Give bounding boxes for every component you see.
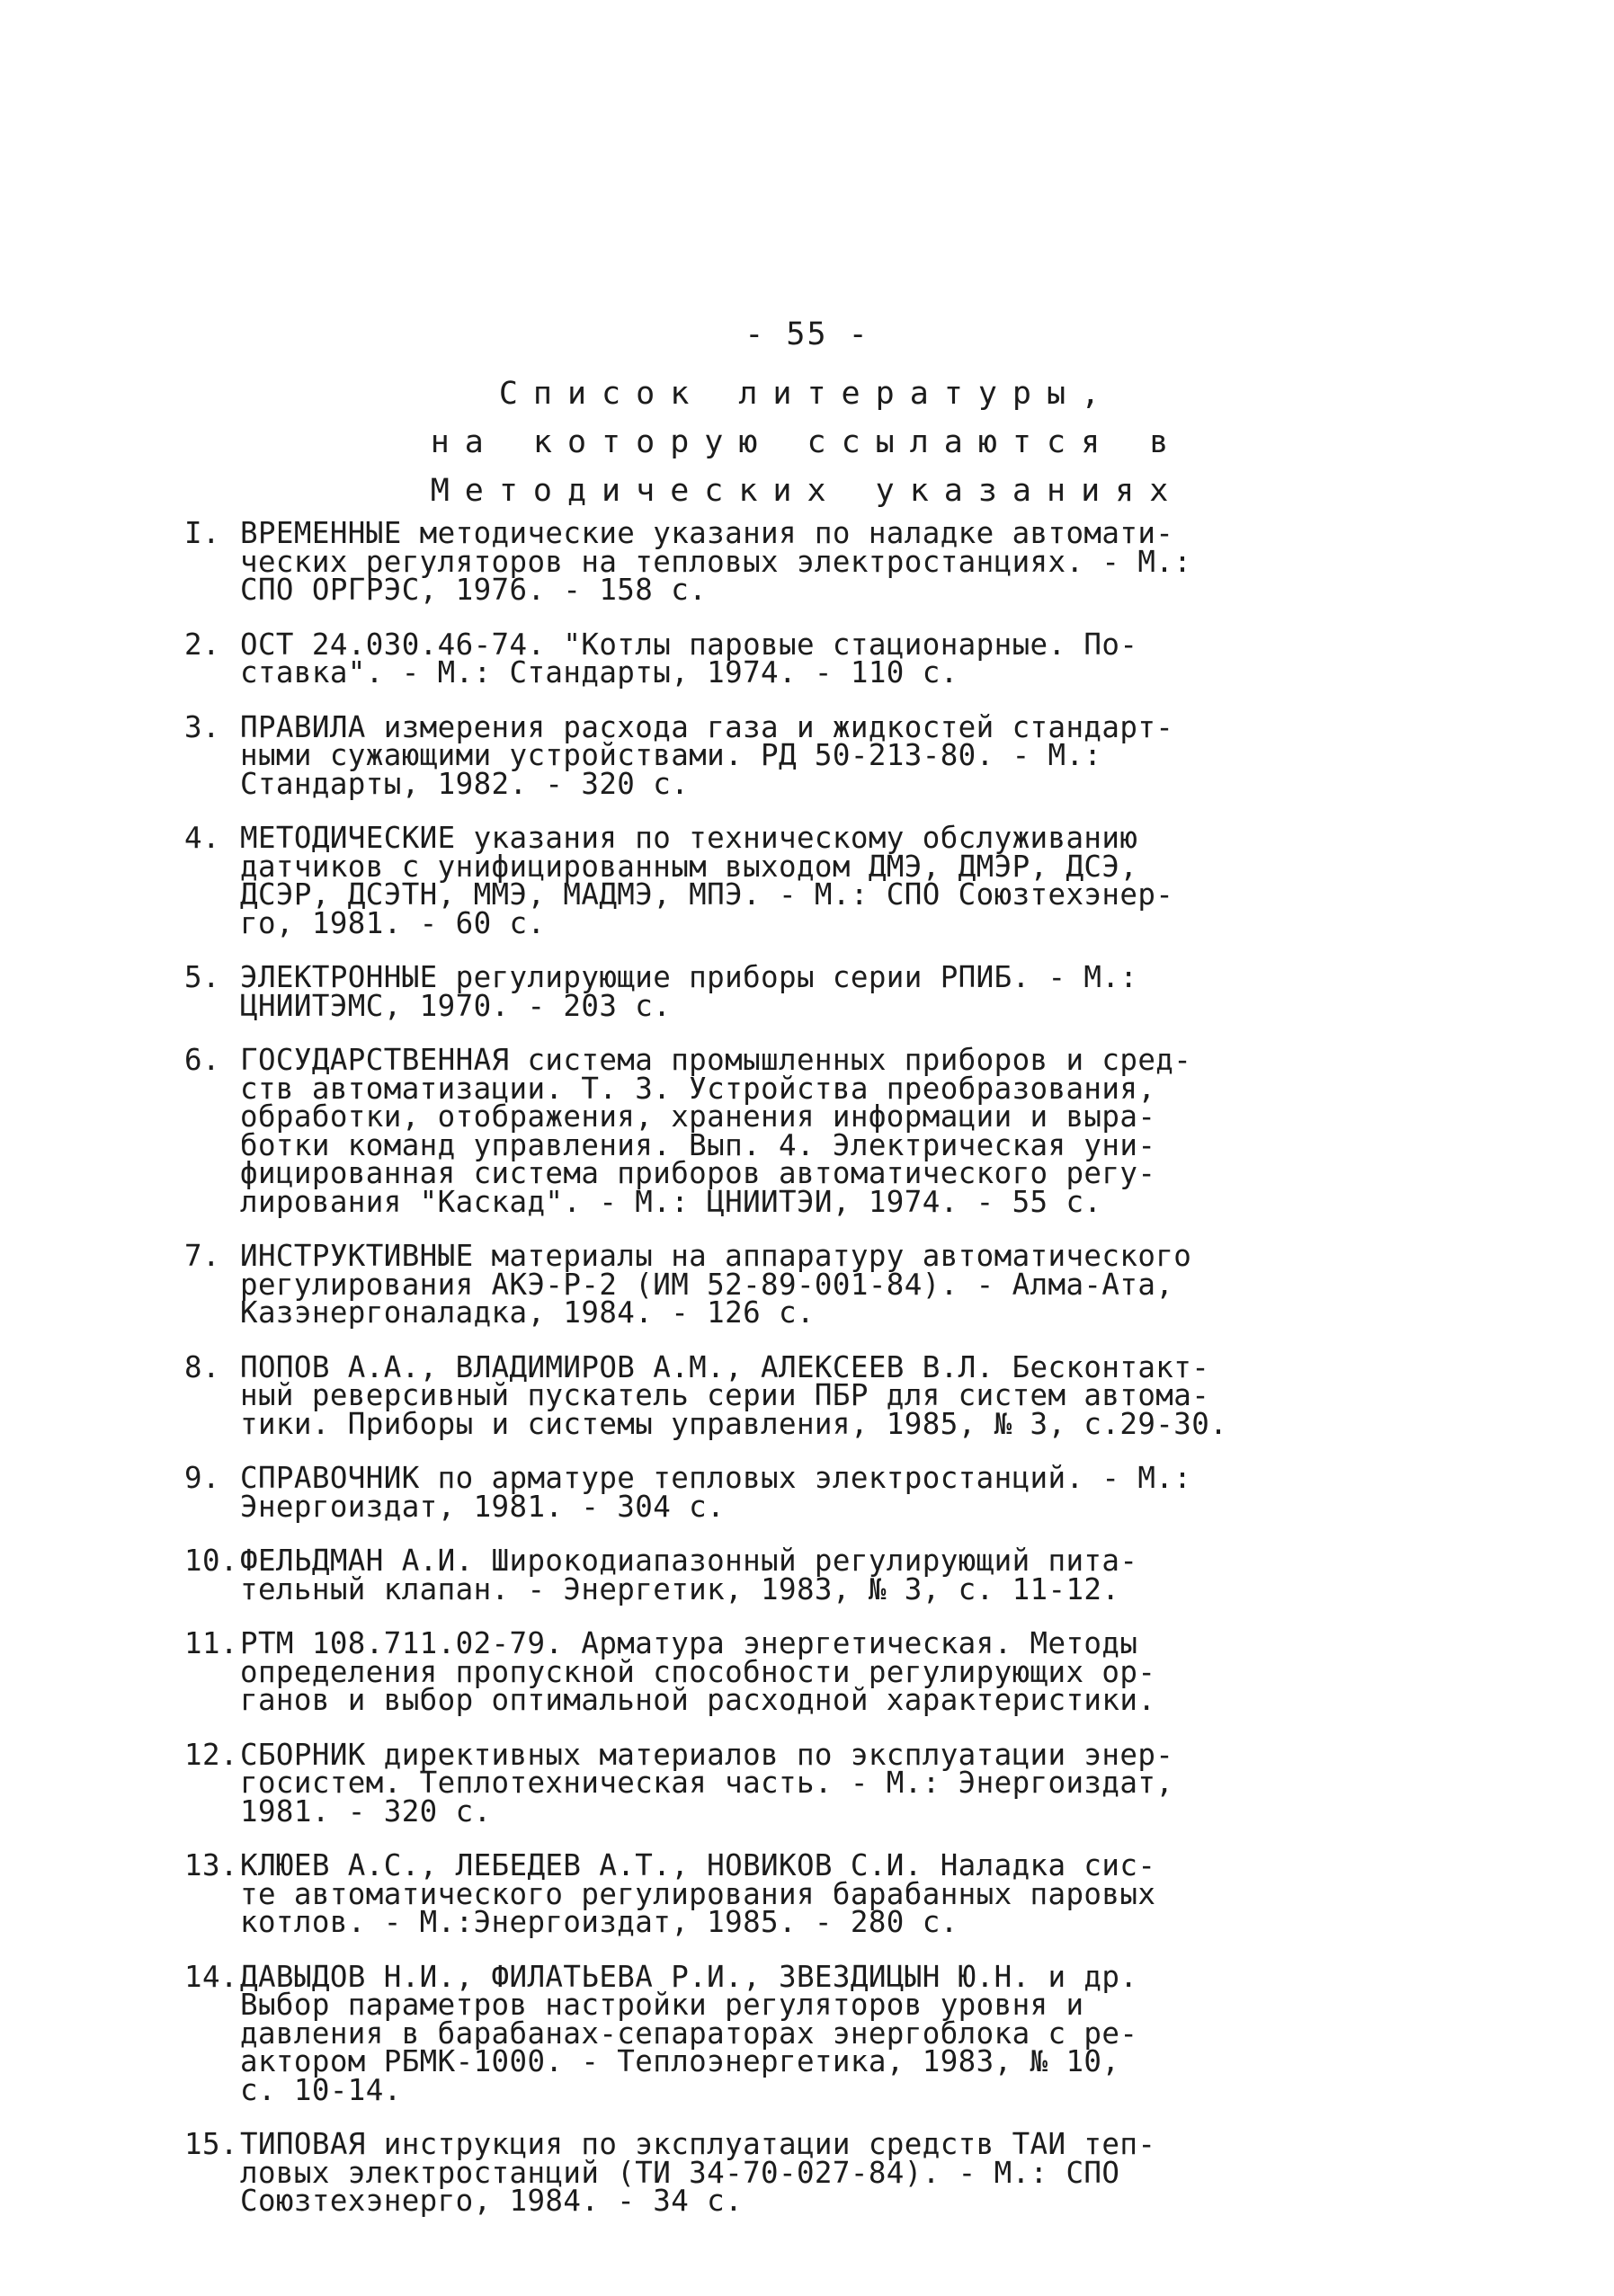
reference-text-line: КЛЮЕВ А.С., ЛЕБЕДЕВ А.Т., НОВИКОВ С.И. Наладка сис- bbox=[240, 1848, 1156, 1882]
reference-text-line: тельный клапан. - Энергетик, 1983, № 3, с. 11-12. bbox=[240, 1571, 1120, 1606]
reference-text-line: ПРАВИЛА измерения расхода газа и жидкостей стандарт- bbox=[240, 709, 1174, 744]
reference-text-line: ств автоматизации. Т. 3. Устройства преобразования, bbox=[240, 1071, 1156, 1106]
reference-text-line: с. 10-14. bbox=[240, 2072, 402, 2107]
reference-text-line: ВРЕМЕННЫЕ методические указания по наладке автомати- bbox=[240, 516, 1174, 550]
reference-text-line: ГОСУДАРСТВЕННАЯ система промышленных приборов и сред- bbox=[240, 1043, 1192, 1077]
reference-item bbox=[184, 1737, 1236, 1829]
reference-text-line: ПОПОВ А.А., ВЛАДИМИРОВ А.М., АЛЕКСЕЕВ В.Л. Бесконтакт- bbox=[240, 1349, 1210, 1384]
reference-text-line: фицированная система приборов автоматического регу- bbox=[240, 1156, 1156, 1190]
reference-item bbox=[184, 1043, 1236, 1219]
reference-number: 7. bbox=[184, 1239, 220, 1273]
reference-text-line: РТМ 108.711.02-79. Арматура энергетическая. Методы bbox=[240, 1626, 1138, 1660]
reference-text-line: давления в барабанах-сепараторах энергоблока с ре- bbox=[240, 2016, 1138, 2051]
reference-text-line: ный реверсивный пускатель серии ПБР для систем автома- bbox=[240, 1378, 1210, 1412]
reference-text-line: ставка". - М.: Стандарты, 1974. - 110 с. bbox=[240, 655, 959, 690]
reference-text-line: определения пропускной способности регулирующих ор- bbox=[240, 1654, 1156, 1689]
reference-text-line: ИНСТРУКТИВНЫЕ материалы на аппаратуру автоматического bbox=[240, 1239, 1192, 1273]
reference-text-line: котлов. - М.:Энергоиздат, 1985. - 280 с. bbox=[240, 1905, 959, 1939]
reference-item bbox=[184, 1959, 1236, 2107]
reference-text-line: госистем. Теплотехническая часть. - М.: Энергоиздат, bbox=[240, 1766, 1174, 1800]
heading-line-1: Список литературы, bbox=[498, 376, 1116, 412]
reference-number: I. bbox=[184, 516, 220, 550]
reference-item bbox=[184, 1349, 1236, 1441]
reference-number: 14. bbox=[184, 1959, 238, 1994]
reference-text-line: регулирования АКЭ-Р-2 (ИМ 52-89-001-84). - Алма-Ата, bbox=[240, 1267, 1174, 1302]
reference-text-line: датчиков с унифицированным выходом ДМЭ, ДМЭР, ДСЭ, bbox=[240, 849, 1138, 884]
reference-text-line: актором РБМК-1000. - Теплоэнергетика, 1983, № 10, bbox=[240, 2044, 1120, 2078]
heading-line-2: на которую ссылаются в bbox=[430, 424, 1184, 460]
reference-text-line: ческих регуляторов на тепловых электростанциях. - М.: bbox=[240, 544, 1192, 579]
reference-number: 12. bbox=[184, 1737, 238, 1772]
reference-text-line: ЦНИИТЭМС, 1970. - 203 с. bbox=[240, 988, 672, 1023]
reference-text-line: ловых электростанций (ТИ 34-70-027-84). - М.: СПО bbox=[240, 2155, 1120, 2190]
reference-text-line: СПО ОРГРЭС, 1976. - 158 с. bbox=[240, 573, 708, 607]
reference-number: 6. bbox=[184, 1043, 220, 1077]
reference-text-line: 1981. - 320 с. bbox=[240, 1793, 492, 1829]
reference-text-line: СБОРНИК директивных материалов по эксплуатации энер- bbox=[240, 1737, 1174, 1772]
page-number: - 55 - bbox=[745, 316, 869, 352]
reference-text-line: лирования "Каскад". - М.: ЦНИИТЭИ, 1974. - 55 с. bbox=[240, 1184, 1102, 1219]
reference-number: 15. bbox=[184, 2127, 238, 2161]
reference-item bbox=[184, 1461, 1236, 1524]
reference-item bbox=[184, 627, 1236, 690]
reference-item bbox=[184, 709, 1236, 801]
reference-number: 8. bbox=[184, 1349, 220, 1384]
reference-text-line: ганов и выбор оптимальной расходной характеристики. bbox=[240, 1683, 1156, 1717]
reference-text-line: ными сужающими устройствами. РД 50-213-80. - М.: bbox=[240, 738, 1102, 772]
reference-text-line: Казэнергоналадка, 1984. - 126 с. bbox=[240, 1295, 815, 1330]
reference-number: 11. bbox=[184, 1626, 238, 1660]
reference-text-line: СПРАВОЧНИК по арматуре тепловых электростанций. - М.: bbox=[240, 1461, 1192, 1495]
reference-text-line: ФЕЛЬДМАН А.И. Широкодиапазонный регулирующий пита- bbox=[240, 1544, 1138, 1578]
reference-number: 2. bbox=[184, 627, 220, 662]
reference-text-line: ЭЛЕКТРОННЫЕ регулирующие приборы серии РПИБ. - М.: bbox=[240, 960, 1138, 994]
reference-number: 5. bbox=[184, 960, 220, 994]
reference-text-line: МЕТОДИЧЕСКИЕ указания по техническому обслуживанию bbox=[240, 821, 1138, 855]
reference-text-line: ботки команд управления. Вып. 4. Электрическая уни- bbox=[240, 1127, 1156, 1162]
reference-number: 13. bbox=[184, 1848, 238, 1882]
reference-text-line: Союзтехэнерго, 1984. - 34 с. bbox=[240, 2184, 744, 2218]
reference-text-line: ОСТ 24.030.46-74. "Котлы паровые стационарные. По- bbox=[240, 627, 1138, 662]
reference-item bbox=[184, 516, 1236, 607]
reference-text-line: го, 1981. - 60 с. bbox=[240, 905, 546, 940]
reference-item bbox=[184, 1626, 1236, 1717]
heading-line-3: Методических указаниях bbox=[430, 473, 1184, 509]
reference-text-line: тики. Приборы и системы управления, 1985, № 3, с.29-30. bbox=[240, 1406, 1228, 1441]
reference-number: 9. bbox=[184, 1461, 220, 1495]
reference-item bbox=[184, 2127, 1236, 2218]
reference-item bbox=[184, 821, 1236, 940]
reference-text-line: ДАВЫДОВ Н.И., ФИЛАТЬЕВА Р.И., ЗВЕЗДИЦЫН Ю.Н. и др. bbox=[240, 1959, 1138, 1994]
reference-item bbox=[184, 960, 1236, 1023]
reference-number: 3. bbox=[184, 709, 220, 744]
reference-text-line: Энергоиздат, 1981. - 304 с. bbox=[240, 1489, 726, 1524]
reference-text-line: те автоматического регулирования барабанных паровых bbox=[240, 1876, 1156, 1911]
reference-text-line: Выбор параметров настройки регуляторов уровня и bbox=[240, 1988, 1084, 2022]
reference-list bbox=[184, 516, 1236, 2242]
reference-text-line: Стандарты, 1982. - 320 с. bbox=[240, 766, 690, 801]
reference-item bbox=[184, 1239, 1236, 1330]
reference-item bbox=[184, 1848, 1236, 1939]
reference-item bbox=[184, 1544, 1236, 1606]
reference-text-line: ДСЭР, ДСЭТН, ММЭ, МАДМЭ, МПЭ. - М.: СПО Союзтехэнер- bbox=[240, 877, 1174, 912]
reference-text-line: обработки, отображения, хранения информации и выра- bbox=[240, 1099, 1156, 1134]
reference-text-line: ТИПОВАЯ инструкция по эксплуатации средств ТАИ теп- bbox=[240, 2127, 1156, 2161]
reference-number: 4. bbox=[184, 821, 220, 855]
reference-number: 10. bbox=[184, 1544, 238, 1578]
